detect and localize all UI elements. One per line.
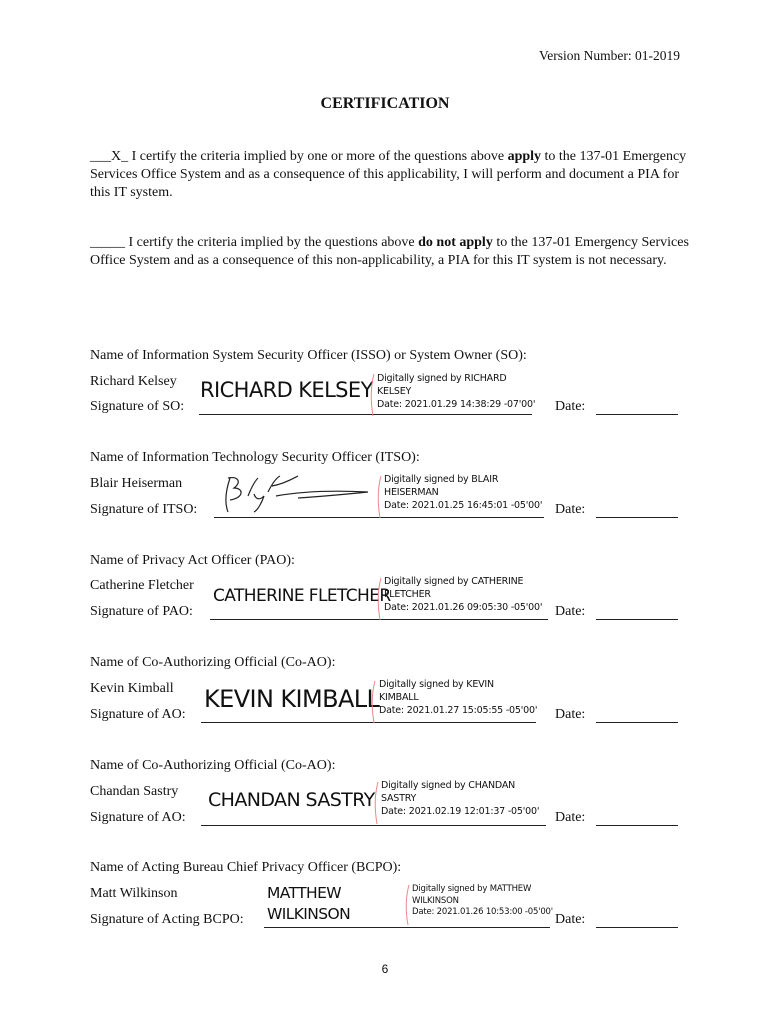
page-number: 6 <box>381 962 389 976</box>
coao-1-ds-line1: Digitally signed by KEVIN <box>379 679 494 690</box>
coao-1-name: Kevin Kimball <box>90 681 174 696</box>
section-heading-bcpo: Name of Acting Bureau Chief Privacy Officer (BCPO): <box>90 860 402 875</box>
coao-2-name: Chandan Sastry <box>90 784 179 799</box>
pao-date-label: Date: <box>555 604 586 619</box>
cert1-text-end: to the 137-01 Emergency Services Office System and as a consequence of this applicability, I will perform and document a PIA for this IT system. <box>90 149 687 200</box>
section-heading-pao: Name of Privacy Act Officer (PAO): <box>90 553 295 568</box>
section-heading-itso: Name of Information Technology Security Officer (ITSO): <box>90 450 420 465</box>
itso-ds-line2: HEISERMAN <box>384 487 439 498</box>
pao-name: Catherine Fletcher <box>90 578 194 593</box>
itso-handwritten-signature <box>218 472 376 516</box>
coao-2-date-line[interactable] <box>596 825 678 826</box>
version-number: Version Number: 01-2019 <box>539 48 680 63</box>
certification-not-apply <box>90 234 690 270</box>
coao-2-signature-label: Signature of AO: <box>90 810 186 825</box>
bcpo-ds-date: Date: 2021.01.26 10:53:00 -05'00' <box>412 907 553 917</box>
coao-2-ds-date: Date: 2021.02.19 12:01:37 -05'00' <box>381 806 540 817</box>
cert2-text: I certify the criteria implied by the questions above <box>125 235 419 250</box>
isso-date-label: Date: <box>555 399 586 414</box>
pao-date-line[interactable] <box>596 619 678 620</box>
signature-check-mark-icon <box>369 679 379 725</box>
itso-name: Blair Heiserman <box>90 476 183 491</box>
isso-signature-line[interactable] <box>199 414 532 415</box>
itso-ds-date: Date: 2021.01.25 16:45:01 -05'00' <box>384 500 543 511</box>
coao-2-ds-line2: SASTRY <box>381 793 417 804</box>
coao-1-date-line[interactable] <box>596 722 678 723</box>
coao-1-date-label: Date: <box>555 707 586 722</box>
page-title: CERTIFICATION <box>320 95 450 112</box>
bcpo-signature-line2: WILKINSON <box>267 905 351 923</box>
pao-digital-signature <box>384 575 542 614</box>
itso-signature-label: Signature of ITSO: <box>90 502 198 517</box>
coao-2-digital-signature <box>381 779 539 818</box>
section-heading-coao-1: Name of Co-Authorizing Official (Co-AO): <box>90 655 336 670</box>
bcpo-signature-line[interactable] <box>264 927 550 928</box>
bcpo-name: Matt Wilkinson <box>90 886 178 901</box>
bcpo-ds-line1: Digitally signed by MATTHEW <box>412 884 532 894</box>
itso-ds-line1: Digitally signed by BLAIR <box>384 474 499 485</box>
isso-ds-line2: KELSEY <box>377 386 412 397</box>
isso-digital-signature <box>377 372 535 411</box>
section-heading-isso: Name of Information System Security Officer (ISSO) or System Owner (SO): <box>90 348 527 363</box>
pao-ds-line1: Digitally signed by CATHERINE <box>384 576 524 587</box>
coao-2-ds-line1: Digitally signed by CHANDAN <box>381 780 516 791</box>
pao-ds-line2: FLETCHER <box>384 589 431 600</box>
checkbox-marker-apply[interactable]: ___X_ <box>90 149 129 164</box>
cert1-text: I certify the criteria implied by one or more of the questions above <box>128 149 508 164</box>
section-heading-coao-2: Name of Co-Authorizing Official (Co-AO): <box>90 758 336 773</box>
bcpo-signature <box>267 883 350 925</box>
isso-signature: RICHARD KELSEY <box>200 378 373 402</box>
bcpo-ds-line2: WILKINSON <box>412 895 459 906</box>
bcpo-date-line[interactable] <box>596 927 678 928</box>
itso-digital-signature <box>384 473 542 512</box>
cert1-bold: apply <box>507 149 542 164</box>
pao-signature-label: Signature of PAO: <box>90 604 193 619</box>
coao-2-date-label: Date: <box>555 810 586 825</box>
certification-apply <box>90 148 690 202</box>
cert2-bold: do not apply <box>418 235 493 250</box>
bcpo-signature-label: Signature of Acting BCPO: <box>90 912 244 927</box>
itso-date-line[interactable] <box>596 517 678 518</box>
coao-1-digital-signature <box>379 678 537 717</box>
isso-signature-label: Signature of SO: <box>90 399 185 414</box>
coao-2-signature: CHANDAN SASTRY <box>208 789 375 811</box>
pao-signature: CATHERINE FLETCHER <box>213 586 391 606</box>
isso-ds-line1: Digitally signed by RICHARD <box>377 373 507 384</box>
isso-date-line[interactable] <box>596 414 678 415</box>
itso-date-label: Date: <box>555 502 586 517</box>
isso-ds-date: Date: 2021.01.29 14:38:29 -07'00' <box>377 399 536 410</box>
checkbox-marker-not-apply[interactable]: _____ <box>90 235 125 250</box>
bcpo-digital-signature <box>412 884 553 919</box>
coao-1-ds-date: Date: 2021.01.27 15:05:55 -05'00' <box>379 705 538 716</box>
coao-1-signature: KEVIN KIMBALL <box>204 685 380 713</box>
bcpo-signature-line1: MATTHEW <box>267 884 342 902</box>
coao-1-ds-line2: KIMBALL <box>379 692 419 703</box>
cert2-text-end: to the 137-01 Emergency Services Office System and as a consequence of this non-applicability, a PIA for this IT system is not necessary. <box>90 235 689 268</box>
isso-name: Richard Kelsey <box>90 374 177 389</box>
pao-ds-date: Date: 2021.01.26 09:05:30 -05'00' <box>384 602 543 613</box>
coao-1-signature-label: Signature of AO: <box>90 707 186 722</box>
bcpo-date-label: Date: <box>555 912 586 927</box>
